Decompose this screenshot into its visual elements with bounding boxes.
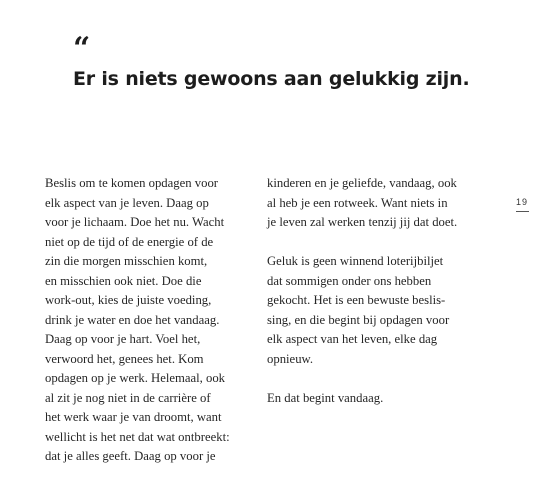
- text-line: verwoord het, genees het. Kom: [45, 351, 204, 366]
- paragraph-gap: [267, 233, 477, 253]
- text-line: elk aspect van je leven. Daag op: [45, 195, 209, 210]
- text-line: opdagen op je werk. Helemaal, ook: [45, 371, 226, 385]
- text-line: opnieuw.: [267, 351, 314, 366]
- text-line: je leven zal werken tenzij jij dat doet.: [267, 215, 458, 229]
- paragraph: [267, 389, 477, 409]
- text-line: En dat begint vandaag.: [267, 390, 384, 405]
- headline: Er is niets gewoons aan gelukkig zijn.: [73, 68, 470, 90]
- page-number-rule: [516, 211, 529, 212]
- text-line: kinderen en je geliefde, vandaag, ook: [267, 176, 457, 190]
- text-line: Beslis om te komen opdagen voor: [45, 176, 219, 190]
- text-line: dat sommigen onder ons hebben: [267, 273, 432, 288]
- text-line: elk aspect van het leven, elke dag: [267, 332, 438, 346]
- text-line: Daag op voor je hart. Voel het,: [45, 332, 201, 346]
- quote-mark-icon: “: [73, 31, 91, 66]
- text-line: zin die morgen misschien komt,: [45, 254, 208, 268]
- text-line: al zit je nog niet in de carrière of: [45, 390, 211, 405]
- text-line: wellicht is het net dat wat ontbreekt:: [45, 429, 230, 444]
- text-line: work-out, kies de juiste voeding,: [45, 293, 212, 307]
- text-line: Geluk is geen winnend loterijbiljet: [267, 254, 444, 268]
- text-line: gekocht. Het is een bewuste beslis-: [267, 293, 446, 307]
- left-text-column: [45, 174, 245, 467]
- text-line: sing, en die begint bij opdagen voor: [267, 312, 450, 327]
- text-line: al heb je een rotweek. Want niets in: [267, 195, 448, 210]
- page-number: 19: [516, 197, 529, 207]
- text-line: het werk waar je van droomt, want: [45, 410, 222, 424]
- text-line: drink je water en doe het vandaag.: [45, 312, 220, 327]
- text-line: en misschien ook niet. Doe die: [45, 273, 202, 288]
- paragraph: [267, 252, 477, 369]
- paragraph-gap: [267, 369, 477, 389]
- text-line: voor je lichaam. Doe het nu. Wacht: [45, 215, 225, 229]
- text-line: niet op de tijd of de energie of de: [45, 234, 214, 249]
- paragraph: [267, 174, 477, 233]
- right-text-column: [267, 174, 477, 408]
- text-line: dat je alles geeft. Daag op voor je: [45, 449, 216, 463]
